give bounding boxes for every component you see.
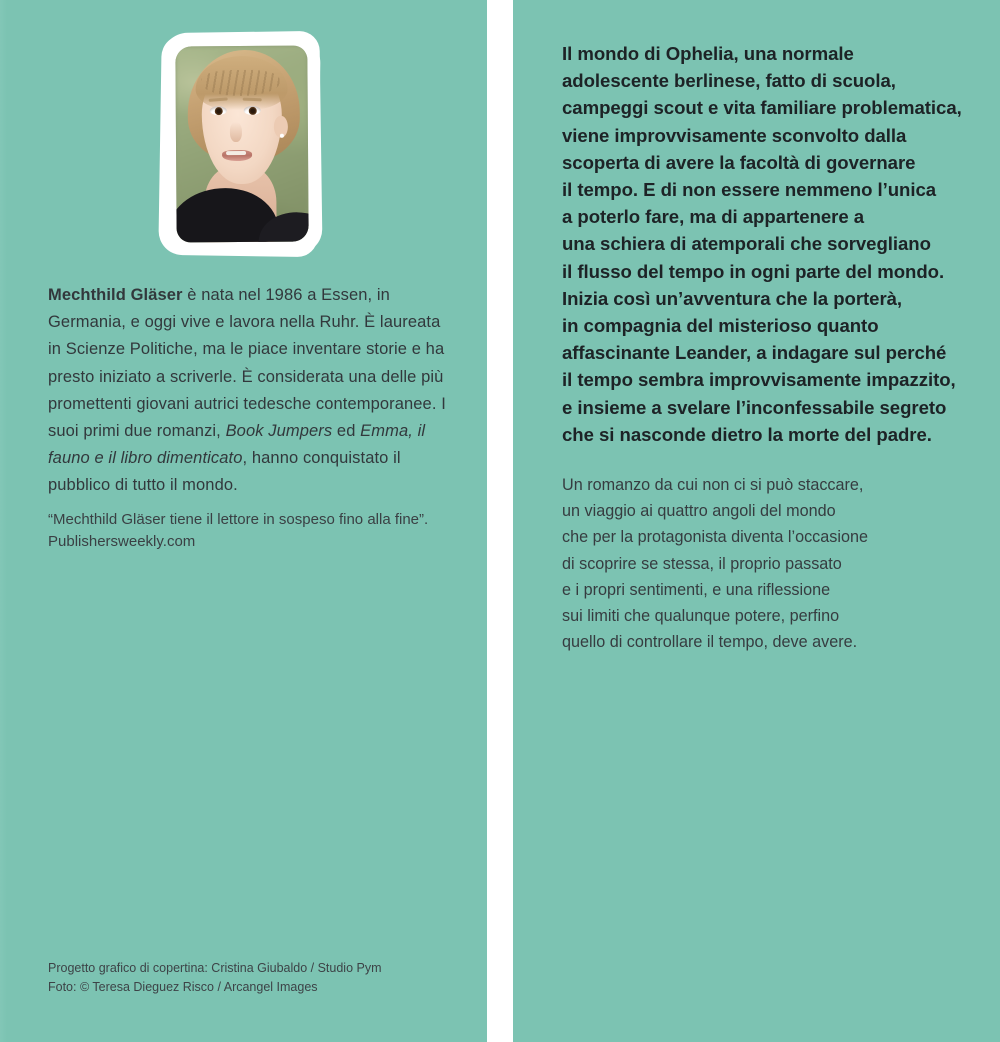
book-title-book: Book xyxy=(225,422,264,441)
bio-line-6: contemporanee. I suoi primi due romanzi, xyxy=(48,394,446,441)
pitch-line: quello di controllare il tempo, deve avere. xyxy=(562,633,858,652)
jacket-credits xyxy=(48,959,448,997)
synopsis-line: una schiera di atemporali che sorvegliano xyxy=(562,233,931,255)
press-quote-source: Publishersweekly.com xyxy=(48,532,196,550)
synopsis-line: Inizia così un’avventura che la porterà, xyxy=(562,287,903,309)
bio-comma: , xyxy=(242,449,248,468)
author-photo xyxy=(163,32,321,254)
synopsis-line: in compagnia del misterioso quanto xyxy=(562,315,879,337)
portrait-earring xyxy=(280,134,284,138)
synopsis-line: Il mondo di Ophelia, una normale xyxy=(562,43,854,64)
bio-line-1: è nata nel 1986 a Essen, xyxy=(182,286,373,304)
synopsis-line: e insieme a svelare l’inconfessabile segreto xyxy=(562,396,947,418)
author-biography xyxy=(48,282,446,500)
author-portrait-image xyxy=(175,46,308,243)
book-title-jumpers: Jumpers xyxy=(268,422,333,441)
bio-line-4: storie e ha presto iniziato a scriverle. È considerata xyxy=(48,340,445,386)
portrait-iris-left xyxy=(215,107,223,115)
synopsis-line: affascinante Leander, a indagare sul perché xyxy=(562,342,947,364)
synopsis-line: a poterlo fare, ma di appartenere a xyxy=(562,206,865,228)
flap-gutter xyxy=(487,0,513,1042)
press-quote xyxy=(48,509,446,552)
pitch-line: Un romanzo da cui non ci si può staccare, xyxy=(562,476,864,494)
pitch-text xyxy=(562,472,962,655)
synopsis-line: il tempo. E di non essere nemmeno l’unica xyxy=(562,179,937,201)
synopsis-line: viene improvvisamente sconvolto dalla xyxy=(562,124,907,146)
left-flap-panel xyxy=(0,0,487,1042)
press-quote-text: “Mechthild Gläser tiene il lettore in sospeso fino alla fine”. xyxy=(48,511,429,528)
synopsis-text xyxy=(562,40,962,448)
portrait-iris-right xyxy=(249,107,257,115)
pitch-line: di scoprire se stessa, il proprio passato xyxy=(562,554,842,573)
pitch-line: e i propri sentimenti, e una riflessione xyxy=(562,580,831,599)
pitch-line: un viaggio ai quattro angoli del mondo xyxy=(562,502,836,521)
bio-line-3: È laureata in Scienze Politiche, ma le piace inventare xyxy=(48,313,441,359)
portrait-teeth xyxy=(226,151,246,155)
book-title-emma: Emma, il fauno e il libro dimenticato xyxy=(48,422,426,468)
synopsis-line: il tempo sembra improvvisamente impazzito, xyxy=(562,369,956,391)
fold-line xyxy=(0,0,7,1042)
bio-line-9: hanno conquistato il pubblico di tutto il mondo. xyxy=(48,449,401,495)
pitch-line: che per la protagonista diventa l’occasione xyxy=(562,528,868,547)
synopsis-line: adolescente berlinese, fatto di scuola, xyxy=(562,70,896,92)
right-flap-panel xyxy=(513,0,1000,1042)
cover-design-credit: Progetto grafico di copertina: Cristina Giubaldo / Studio Pym xyxy=(48,961,382,975)
bio-line-2: in Germania, e oggi vive e lavora nella Ruhr. xyxy=(48,286,390,332)
synopsis-line: campeggi scout e vita familiare problematica, xyxy=(562,97,962,119)
bio-line-5: una delle più promettenti giovani autrici tedesche xyxy=(48,367,444,413)
synopsis-line: che si nasconde dietro la morte del padre. xyxy=(562,423,932,445)
bio-conn-ed: ed xyxy=(332,422,361,441)
synopsis-line: il flusso del tempo in ogni parte del mondo. xyxy=(562,260,945,282)
portrait-nose xyxy=(230,122,242,142)
author-name: Mechthild Gläser xyxy=(48,286,183,304)
synopsis-line: scoperta di avere la facoltà di governare xyxy=(562,151,916,173)
photo-credit: Foto: © Teresa Dieguez Risco / Arcangel Images xyxy=(48,980,318,994)
pitch-line: sui limiti che qualunque potere, perfino xyxy=(562,607,840,626)
